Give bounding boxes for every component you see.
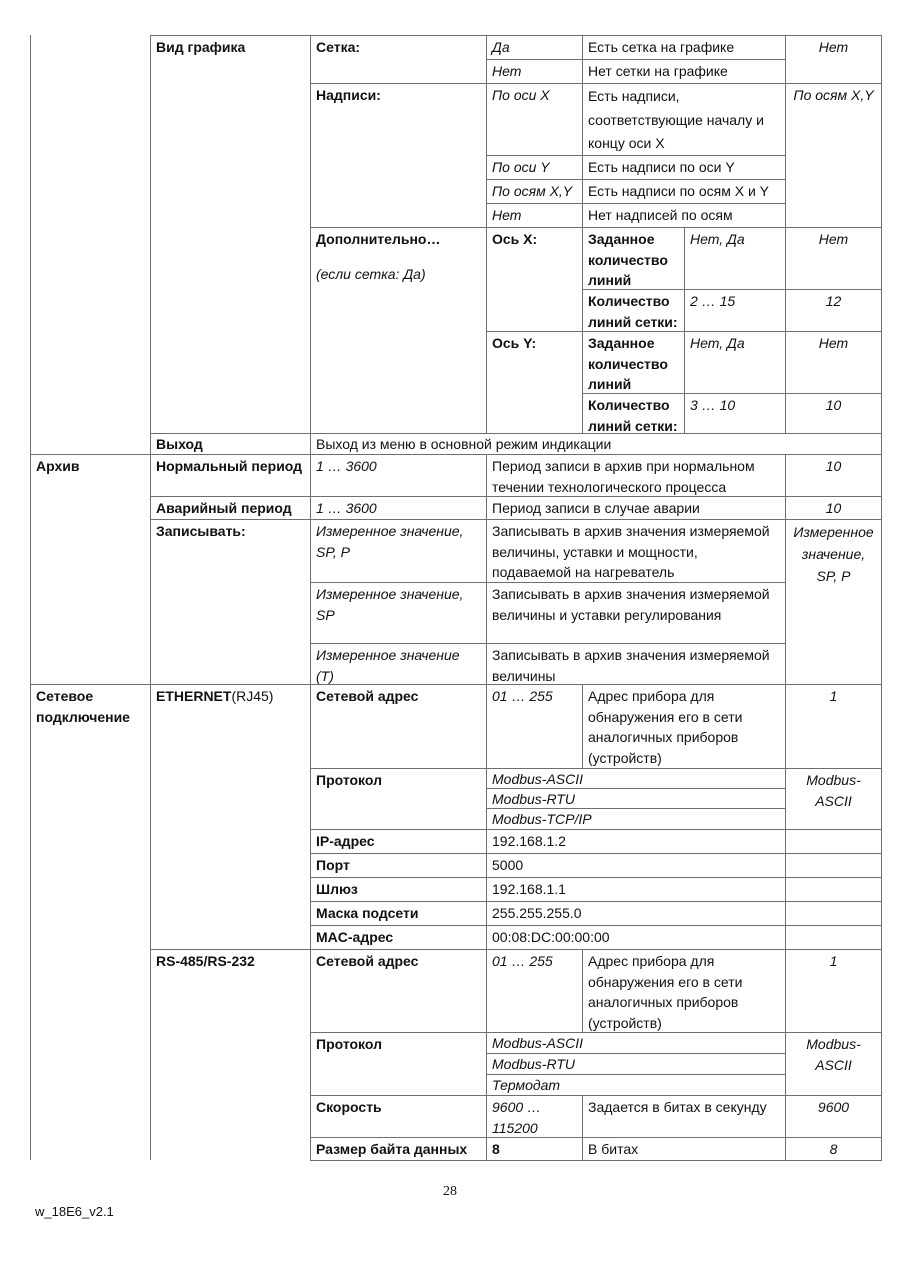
- archive-alarm-period-label: Аварийный период: [150, 496, 311, 520]
- eth-gateway-value: 192.168.1.1: [486, 877, 786, 902]
- additional-title: Дополнительно…: [316, 231, 441, 247]
- eth-address-desc: Адрес прибора для обнаружения его в сети аналогичных приборов (устройств): [582, 684, 786, 769]
- section-graph-view: Вид графика: [150, 35, 311, 434]
- eth-mask-value: 255.255.255.0: [486, 901, 786, 926]
- axis-x-lines-range: 2 … 15: [684, 289, 786, 332]
- serial-address-label: Сетевой адрес: [310, 949, 487, 1033]
- serial-byte-size-desc: В битах: [582, 1137, 786, 1161]
- serial-byte-size-default: 8: [785, 1137, 882, 1161]
- eth-mac-value: 00:08:DC:00:00:00: [486, 925, 786, 950]
- serial-protocol-option-2: Modbus-RTU: [486, 1053, 786, 1075]
- labels-option-none-desc: Нет надписей по осям: [582, 203, 786, 228]
- eth-protocol-option-1: Modbus-ASCII: [486, 768, 786, 789]
- serial-byte-size-label: Размер байта данных: [310, 1137, 487, 1161]
- axis-x-fixed-count-range: Нет, Да: [684, 227, 786, 290]
- serial-speed-label: Скорость: [310, 1095, 487, 1138]
- eth-protocol-label: Протокол: [310, 768, 487, 830]
- serial-byte-size-range: 8: [486, 1137, 583, 1161]
- archive-record-option-2-desc: Записывать в архив значения измеряемой величины и уставки регулирования: [486, 582, 786, 644]
- section-network: Сетевое подключение: [30, 684, 151, 1160]
- ethernet-label-name: ETHERNET: [156, 688, 232, 704]
- eth-mac-default: [785, 925, 882, 950]
- grid-option-no-desc: Нет сетки на графике: [582, 59, 786, 84]
- archive-alarm-period-range: 1 … 3600: [310, 496, 487, 520]
- axis-y-lines-default: 10: [785, 393, 882, 434]
- eth-protocol-option-2: Modbus-RTU: [486, 788, 786, 809]
- labels-option-xy: По осям X,Y: [486, 179, 583, 204]
- eth-mask-default: [785, 901, 882, 926]
- exit-label: Выход: [150, 433, 311, 455]
- axis-y-lines-range: 3 … 10: [684, 393, 786, 434]
- archive-record-default: Измеренное значение, SP, P: [785, 519, 882, 685]
- document-id: w_18E6_v2.1: [35, 1204, 114, 1219]
- serial-address-range: 01 … 255: [486, 949, 583, 1033]
- labels-option-y: По оси Y: [486, 155, 583, 180]
- eth-port-default: [785, 853, 882, 878]
- serial-speed-default: 9600: [785, 1095, 882, 1138]
- serial-protocol-label: Протокол: [310, 1032, 487, 1096]
- additional-condition: (если сетка: Да): [316, 265, 426, 282]
- axis-y-fixed-count-range: Нет, Да: [684, 331, 786, 394]
- eth-protocol-default: Modbus-ASCII: [785, 768, 882, 830]
- exit-description: Выход из меню в основной режим индикации: [310, 433, 882, 455]
- axis-x-fixed-count-label: Заданное количество линий: [582, 227, 685, 290]
- archive-normal-period-default: 10: [785, 454, 882, 497]
- serial-protocol-option-1: Modbus-ASCII: [486, 1032, 786, 1054]
- axis-y-fixed-count-default: Нет: [785, 331, 882, 394]
- labels-option-y-desc: Есть надписи по оси Y: [582, 155, 786, 180]
- eth-ip-label: IP-адрес: [310, 829, 487, 854]
- archive-record-label: Записывать:: [150, 519, 311, 685]
- page-number: 28: [443, 1184, 457, 1199]
- grid-default: Нет: [785, 35, 882, 84]
- ethernet-label: [150, 684, 311, 950]
- archive-record-option-3-desc: Записывать в архив значения измеряемой величины: [486, 643, 786, 685]
- axis-y-lines-label: Количество линий сетки:: [582, 393, 685, 434]
- axis-y-fixed-count-label: Заданное количество линий: [582, 331, 685, 394]
- section-archive: Архив: [30, 454, 151, 685]
- serial-speed-desc: Задается в битах в секунду: [582, 1095, 786, 1138]
- grid-label: Сетка:: [310, 35, 487, 84]
- eth-address-range: 01 … 255: [486, 684, 583, 769]
- serial-label: RS-485/RS-232: [150, 949, 311, 1160]
- archive-record-option-3: Измеренное значение (T): [310, 643, 487, 685]
- serial-address-desc: Адрес прибора для обнаружения его в сети аналогичных приборов (устройств): [582, 949, 786, 1033]
- labels-option-none: Нет: [486, 203, 583, 228]
- grid-option-yes: Да: [486, 35, 583, 60]
- axis-x-label: Ось X:: [486, 227, 583, 332]
- eth-port-label: Порт: [310, 853, 487, 878]
- eth-ip-value: 192.168.1.2: [486, 829, 786, 854]
- archive-record-option-1-desc: Записывать в архив значения измеряемой величины, уставки и мощности, подаваемой на нагреватель: [486, 519, 786, 583]
- table-left-border: [30, 35, 31, 454]
- eth-ip-default: [785, 829, 882, 854]
- eth-protocol-option-3: Modbus-TCP/IP: [486, 808, 786, 830]
- labels-default: По осям X,Y: [785, 83, 882, 228]
- grid-option-no: Нет: [486, 59, 583, 84]
- eth-gateway-default: [785, 877, 882, 902]
- serial-protocol-default: Modbus-ASCII: [785, 1032, 882, 1096]
- eth-port-value: 5000: [486, 853, 786, 878]
- serial-protocol-option-3: Термодат: [486, 1074, 786, 1096]
- labels-option-x: По оси X: [486, 83, 583, 156]
- axis-x-lines-default: 12: [785, 289, 882, 332]
- labels-label: Надписи:: [310, 83, 487, 228]
- eth-mac-label: MAC-адрес: [310, 925, 487, 950]
- serial-address-default: 1: [785, 949, 882, 1033]
- archive-normal-period-range: 1 … 3600: [310, 454, 487, 497]
- serial-speed-range: 9600 … 115200: [486, 1095, 583, 1138]
- labels-option-xy-desc: Есть надписи по осям X и Y: [582, 179, 786, 204]
- labels-option-x-desc: Есть надписи, соответствующие началу и концу оси X: [582, 83, 786, 156]
- archive-alarm-period-desc: Период записи в случае аварии: [486, 496, 786, 520]
- eth-mask-label: Маска подсети: [310, 901, 487, 926]
- archive-record-option-1: Измеренное значение, SP, P: [310, 519, 487, 583]
- eth-gateway-label: Шлюз: [310, 877, 487, 902]
- archive-alarm-period-default: 10: [785, 496, 882, 520]
- additional-label: [310, 227, 487, 434]
- axis-x-fixed-count-default: Нет: [785, 227, 882, 290]
- axis-x-lines-label: Количество линий сетки:: [582, 289, 685, 332]
- archive-normal-period-label: Нормальный период: [150, 454, 311, 497]
- grid-option-yes-desc: Есть сетка на графике: [582, 35, 786, 60]
- eth-address-label: Сетевой адрес: [310, 684, 487, 769]
- archive-normal-period-desc: Период записи в архив при нормальном течении технологического процесса: [486, 454, 786, 497]
- axis-y-label: Ось Y:: [486, 331, 583, 434]
- ethernet-label-port: (RJ45): [231, 688, 274, 704]
- archive-record-option-2: Измеренное значение, SP: [310, 582, 487, 644]
- eth-address-default: 1: [785, 684, 882, 769]
